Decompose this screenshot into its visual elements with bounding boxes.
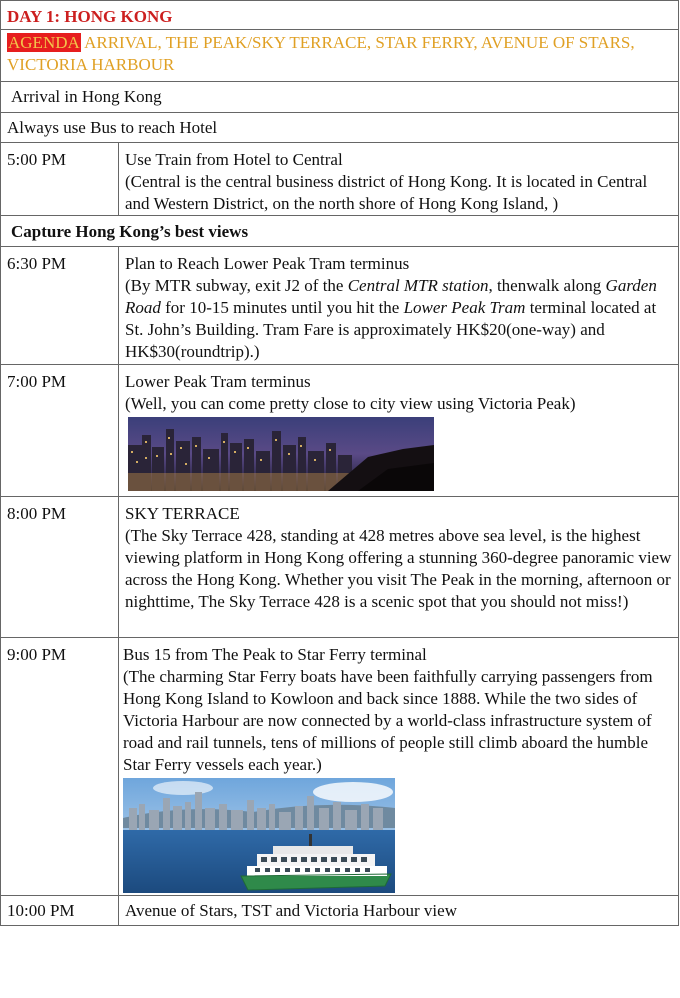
description-cell <box>119 247 678 369</box>
row-title: Lower Peak Tram terminus <box>125 372 311 391</box>
detail-text: for 10-15 minutes until you hit the <box>160 298 404 317</box>
schedule-row-7pm <box>0 365 679 497</box>
row-detail <box>125 275 672 363</box>
detail-italic: Garden Road <box>125 276 657 317</box>
star-ferry-photo <box>123 778 395 893</box>
time-cell: 9:00 PM <box>1 638 119 895</box>
schedule-row-10pm <box>0 896 679 926</box>
detail-text: (By MTR subway, exit J2 of the <box>125 276 348 295</box>
day-title-row <box>0 0 679 30</box>
arrival-text: Arrival in Hong Kong <box>11 87 162 106</box>
detail-italic: Lower Peak Tram <box>403 298 526 317</box>
detail-italic: Central MTR station <box>347 276 489 295</box>
time-cell: 8:00 PM <box>1 497 119 637</box>
agenda-row <box>0 30 679 82</box>
agenda-tag: AGENDA <box>8 33 80 52</box>
row-title: SKY TERRACE <box>125 504 240 523</box>
row-detail: (The charming Star Ferry boats have been faithfully carrying passengers from Hong Kong Island to Kowloon and back since 1888. While the two sides of Victoria Harbour are now connected by a world-class infrastructure system of road and rail tunnels, tens of millions of people still climb aboard the humble Star Ferry vessels each year.) <box>123 667 653 774</box>
row-title: Plan to Reach Lower Peak Tram terminus <box>125 254 410 273</box>
time-cell: 5:00 PM <box>1 143 119 215</box>
time-cell: 10:00 PM <box>1 896 119 925</box>
description-cell <box>119 365 678 497</box>
row-detail: (Central is the central business district of Hong Kong. It is located in Central and Western District, on the north shore of Hong Kong Island, ) <box>125 172 648 213</box>
description-cell <box>119 143 678 221</box>
description-cell <box>119 896 678 928</box>
row-title: Avenue of Stars, TST and Victoria Harbour view <box>125 901 457 920</box>
section-heading: Capture Hong Kong’s best views <box>11 222 249 241</box>
schedule-row-630pm <box>0 247 679 365</box>
detail-text: terminal located at St. John’s Building. Tram Fare is approximately HK$20(one-way) and HK$30(roundtrip).) <box>125 298 657 361</box>
section-heading-row <box>0 216 679 247</box>
description-cell <box>119 497 678 619</box>
row-detail: (Well, you can come pretty close to city view using Victoria Peak) <box>125 394 576 413</box>
row-title: Use Train from Hotel to Central <box>125 150 343 169</box>
day-title: DAY 1: HONG KONG <box>7 7 173 26</box>
schedule-row-5pm <box>0 143 679 216</box>
time-cell: 7:00 PM <box>1 365 119 496</box>
bus-note-text: Always use Bus to reach Hotel <box>7 118 218 137</box>
agenda-text: ARRIVAL, THE PEAK/SKY TERRACE, STAR FERRY, AVENUE OF STARS, VICTORIA HARBOUR <box>7 33 635 74</box>
city-night-photo <box>128 417 434 491</box>
row-title: Bus 15 from The Peak to Star Ferry terminal <box>123 645 427 664</box>
schedule-row-8pm <box>0 497 679 638</box>
time-cell: 6:30 PM <box>1 247 119 364</box>
detail-text: , thenwalk along <box>488 276 606 295</box>
bus-note-row <box>0 113 679 143</box>
row-detail: (The Sky Terrace 428, standing at 428 metres above sea level, is the highest viewing platform in Hong Kong offering a stunning 360-degree panoramic view across the Hong Kong. Whether you visit The Peak in the morning, afternoon or nighttime, The Sky Terrace 428 is a scenic spot that you should not miss!) <box>125 526 672 611</box>
schedule-row-9pm <box>0 638 679 896</box>
description-cell <box>119 638 678 899</box>
arrival-row <box>0 82 679 113</box>
